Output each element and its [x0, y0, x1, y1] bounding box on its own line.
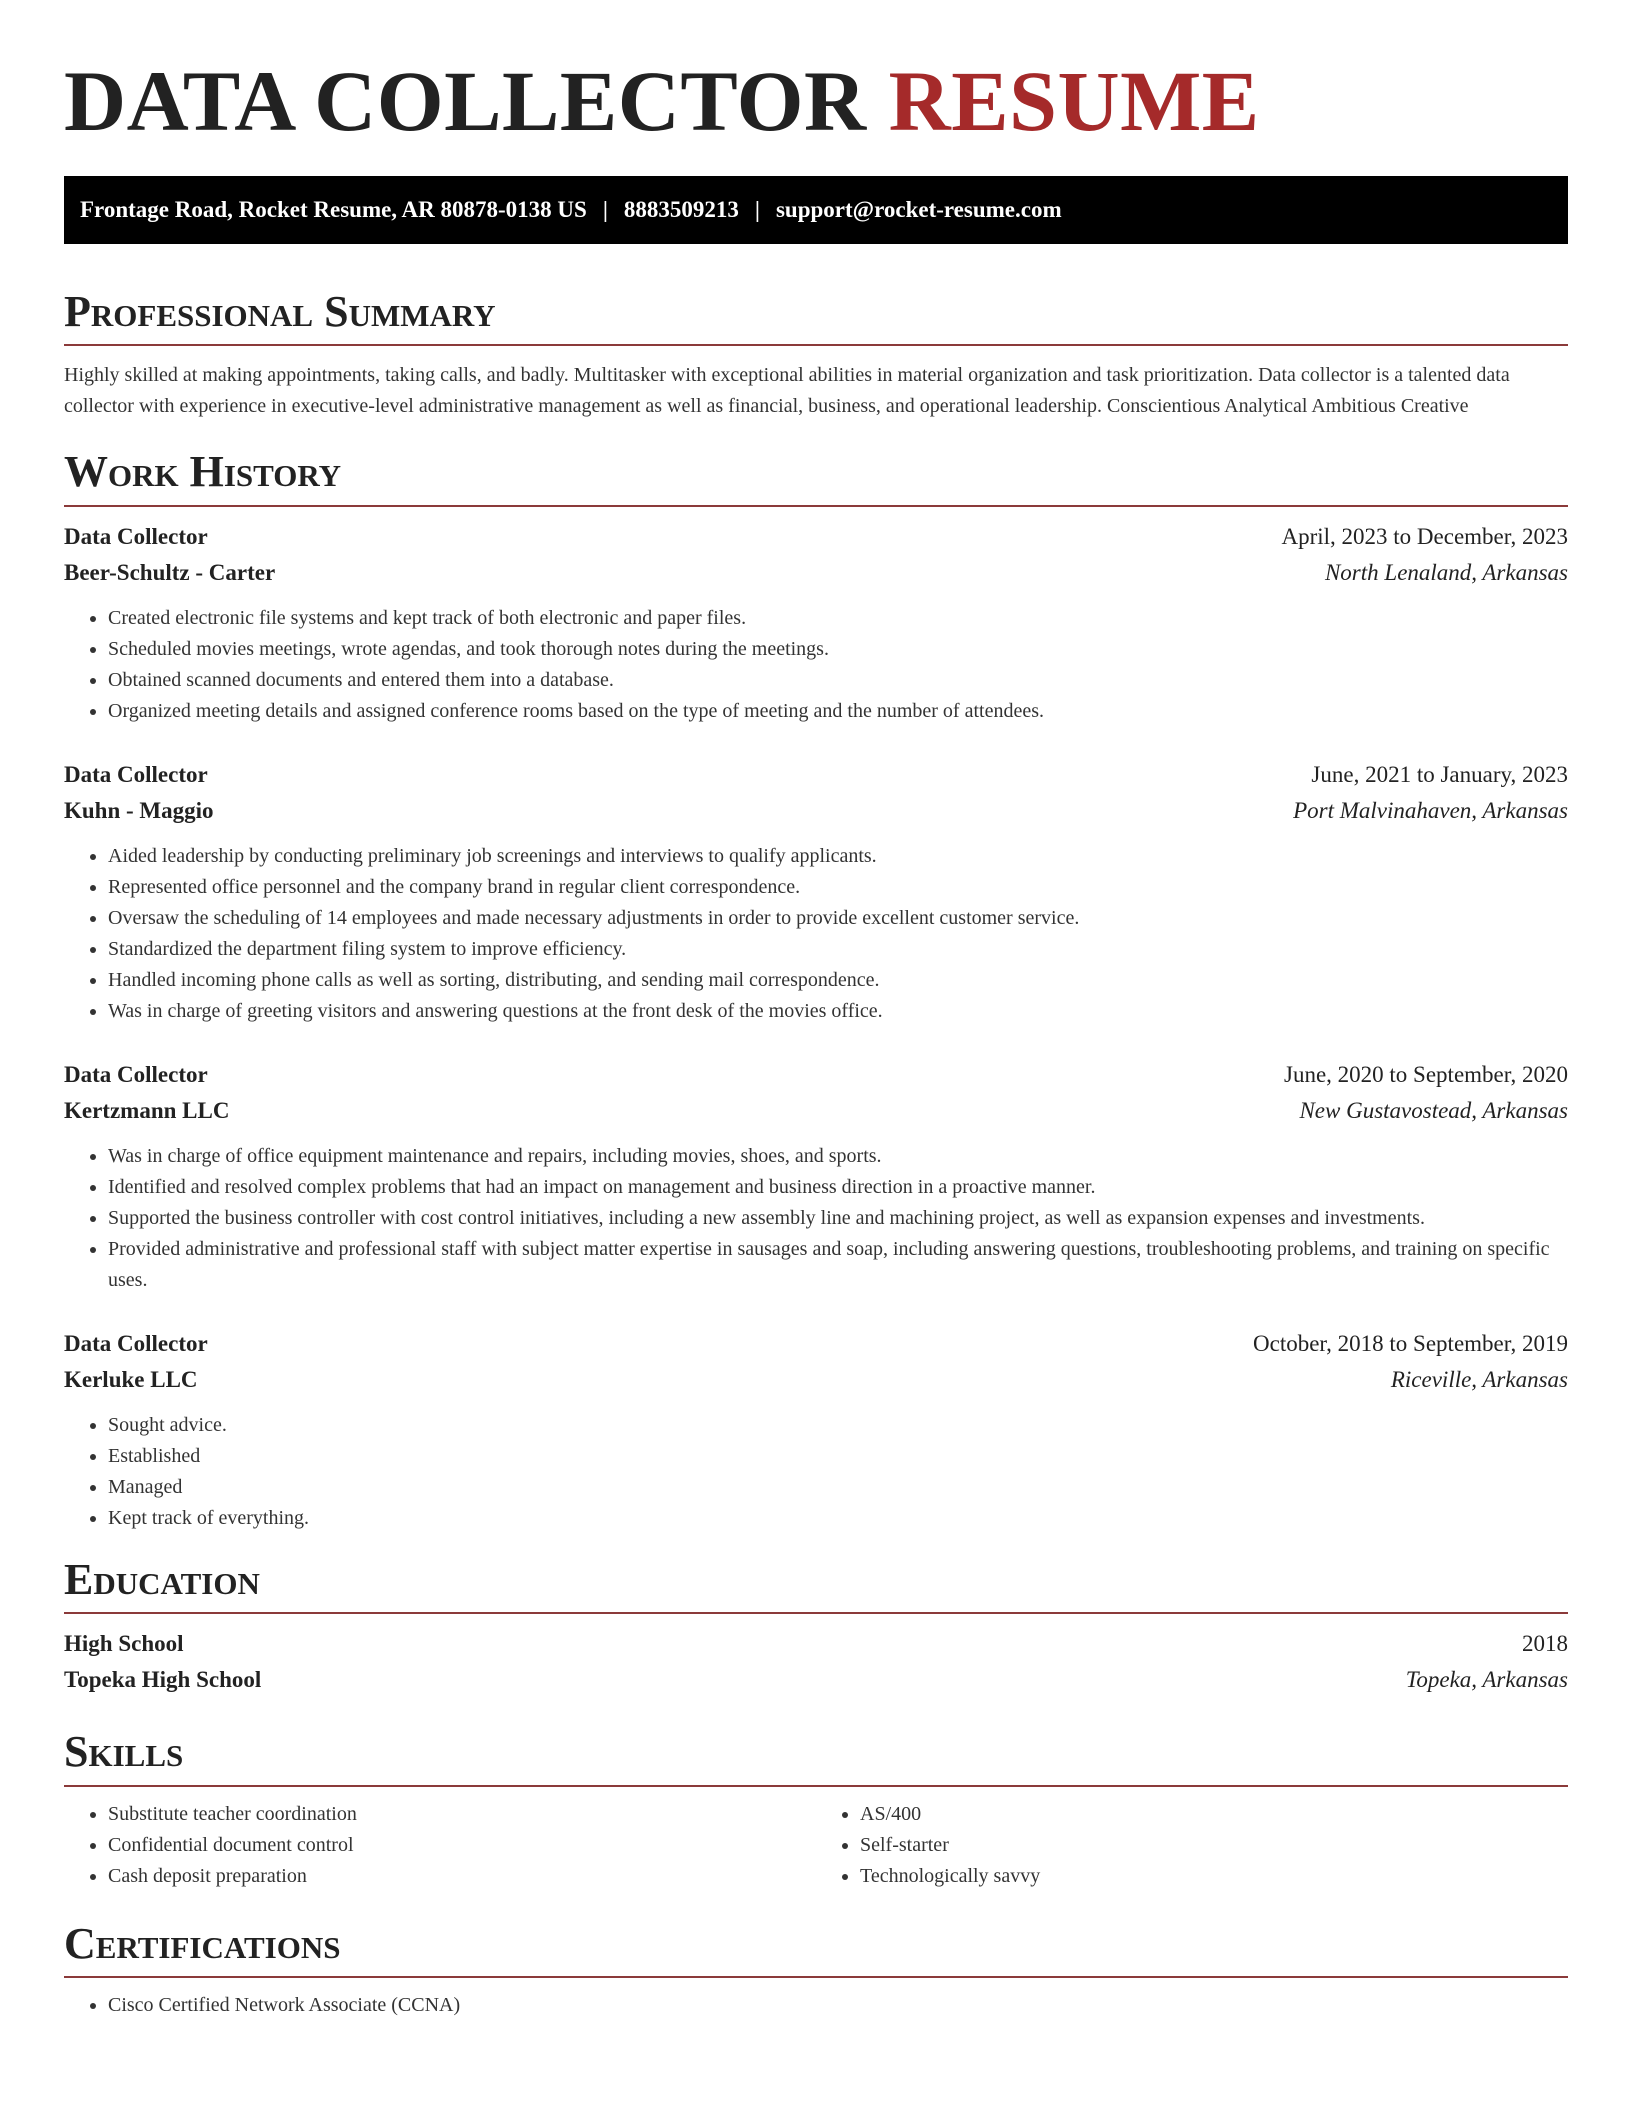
job-role: Data Collector — [64, 761, 208, 787]
certifications-heading: Certifications — [64, 1918, 341, 1968]
skills-section — [64, 1728, 1568, 1891]
title-main: DATA COLLECTOR — [64, 53, 867, 149]
contact-address: Frontage Road, Rocket Resume, AR 80878-0138 US — [80, 197, 587, 222]
contact-bar — [64, 176, 1568, 244]
job-bullet-list — [64, 603, 1568, 727]
job-location: Riceville, Arkansas — [1390, 1366, 1568, 1392]
job-company: Beer-Schultz - Carter — [64, 559, 276, 585]
contact-separator: | — [602, 197, 608, 222]
job-location: North Lenaland, Arkansas — [1324, 559, 1568, 585]
education-row — [64, 1626, 1568, 1662]
job-bullet: • Kept track of everything. — [108, 1503, 1568, 1534]
summary-text: Highly skilled at making appointments, taking calls, and badly. Multitasker with exceptional abilities in material organization and task prioritization. Data collector is a talented data collector with experience in executive-level administrative management as well as financial, business, and operational leadership. Conscientious Analytical Ambitious Creative — [64, 364, 1510, 418]
job-role: Data Collector — [64, 1061, 208, 1087]
job-company: Kuhn - Maggio — [64, 797, 214, 823]
job-bullet: • Organized meeting details and assigned conference rooms based on the type of meeting and the number of attendees. — [108, 696, 1568, 727]
education-heading: Education — [64, 1554, 260, 1604]
education-school: Topeka High School — [64, 1667, 262, 1693]
section-divider — [64, 344, 1568, 346]
skills-right-list — [816, 1799, 1568, 1892]
job-company-row — [64, 793, 1568, 829]
education-entry — [64, 1626, 1568, 1698]
summary-heading: Professional Summary — [64, 287, 496, 336]
contact-separator: | — [754, 197, 760, 222]
certifications-list — [64, 1990, 1568, 2021]
job-bullet: • Provided administrative and professional staff with subject matter expertise in sausages and soap, including answering questions, troubleshooting problems, and training on specific uses. — [108, 1234, 1568, 1296]
job-bullet-list — [64, 1410, 1568, 1534]
skill-item: • Self-starter — [860, 1830, 1568, 1861]
job-bullet-list — [64, 1141, 1568, 1296]
job-company-row — [64, 1362, 1568, 1398]
section-divider — [64, 1976, 1568, 1978]
contact-email: support@rocket-resume.com — [775, 197, 1062, 222]
job-bullet: • Oversaw the scheduling of 14 employees and made necessary adjustments in order to provide excellent customer service. — [108, 903, 1568, 934]
job-dates: April, 2023 to December, 2023 — [1281, 523, 1568, 549]
skill-item: • Cash deposit preparation — [108, 1861, 816, 1892]
job-bullet: • Was in charge of greeting visitors and answering questions at the front desk of the movies office. — [108, 996, 1568, 1027]
certification-item: • Cisco Certified Network Associate (CCNA) — [108, 1990, 1568, 2021]
skills-heading: Skills — [64, 1727, 184, 1777]
job-bullet-list — [64, 841, 1568, 1027]
education-year: 2018 — [1522, 1631, 1568, 1657]
job-bullet: • Sought advice. — [108, 1410, 1568, 1441]
job-bullet: • Supported the business controller with cost control initiatives, including a new assembly line and machining project, as well as expansion expenses and investments. — [108, 1203, 1568, 1234]
job-location: New Gustavostead, Arkansas — [1299, 1097, 1568, 1123]
work-history-section — [64, 448, 1568, 1533]
job-bullet: • Was in charge of office equipment maintenance and repairs, including movies, shoes, and sports. — [108, 1141, 1568, 1172]
education-section — [64, 1556, 1568, 1698]
skill-item: • AS/400 — [860, 1799, 1568, 1830]
job-company-row — [64, 555, 1568, 591]
skill-item: • Technologically savvy — [860, 1861, 1568, 1892]
job-entry — [64, 519, 1568, 727]
education-degree: High School — [64, 1631, 184, 1657]
job-bullet: • Identified and resolved complex problems that had an impact on management and business direction in a proactive manner. — [108, 1172, 1568, 1203]
job-bullet: • Created electronic file systems and kept track of both electronic and paper files. — [108, 603, 1568, 634]
contact-phone: 8883509213 — [623, 197, 739, 222]
job-bullet: • Established — [108, 1441, 1568, 1472]
job-company: Kertzmann LLC — [64, 1097, 230, 1123]
summary-section — [64, 288, 1568, 422]
job-header-row — [64, 1057, 1568, 1093]
job-bullet: • Managed — [108, 1472, 1568, 1503]
section-divider — [64, 1612, 1568, 1614]
job-entry — [64, 757, 1568, 1027]
job-location: Port Malvinahaven, Arkansas — [1293, 797, 1568, 823]
section-divider — [64, 505, 1568, 507]
job-bullet: • Obtained scanned documents and entered them into a database. — [108, 665, 1568, 696]
skills-left-list — [64, 1799, 816, 1892]
job-header-row — [64, 519, 1568, 555]
job-bullet: • Aided leadership by conducting preliminary job screenings and interviews to qualify applicants. — [108, 841, 1568, 872]
job-header-row — [64, 1326, 1568, 1362]
job-bullet: • Standardized the department filing system to improve efficiency. — [108, 934, 1568, 965]
job-bullet: • Represented office personnel and the company brand in regular client correspondence. — [108, 872, 1568, 903]
skill-item: • Confidential document control — [108, 1830, 816, 1861]
title-accent: RESUME — [888, 53, 1260, 149]
skills-columns — [64, 1799, 1568, 1892]
job-entry — [64, 1057, 1568, 1296]
job-company-row — [64, 1093, 1568, 1129]
work-history-heading: Work History — [64, 447, 342, 497]
job-dates: October, 2018 to September, 2019 — [1253, 1330, 1568, 1356]
job-list — [64, 519, 1568, 1534]
job-dates: June, 2020 to September, 2020 — [1284, 1061, 1568, 1087]
education-location: Topeka, Arkansas — [1405, 1667, 1568, 1693]
job-bullet: • Handled incoming phone calls as well as sorting, distributing, and sending mail correspondence. — [108, 965, 1568, 996]
job-bullet: • Scheduled movies meetings, wrote agendas, and took thorough notes during the meetings. — [108, 634, 1568, 665]
job-entry — [64, 1326, 1568, 1534]
section-divider — [64, 1785, 1568, 1787]
job-company: Kerluke LLC — [64, 1366, 198, 1392]
job-dates: June, 2021 to January, 2023 — [1311, 761, 1568, 787]
job-role: Data Collector — [64, 523, 208, 549]
skill-item: • Substitute teacher coordination — [108, 1799, 816, 1830]
job-header-row — [64, 757, 1568, 793]
certifications-section — [64, 1920, 1568, 2021]
job-role: Data Collector — [64, 1330, 208, 1356]
resume-title — [64, 0, 1568, 170]
education-row — [64, 1662, 1568, 1698]
